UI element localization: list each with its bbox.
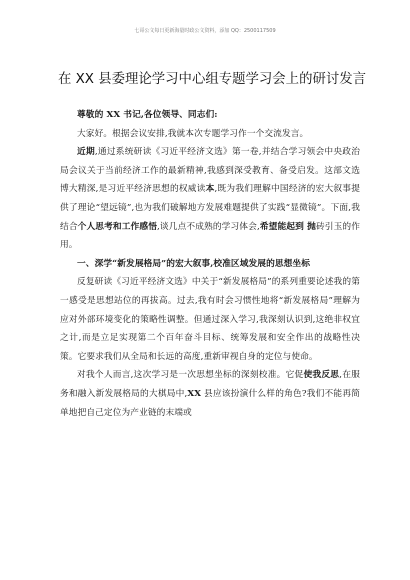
emphasis-text: 希望能起到 抛 [259,221,316,232]
paragraph-text: ,通过系统研读《习近平经济文选》第一卷,并结合学习领会中央政治局会议关于当前经济工作的最新精神,我感到深受教育、备受启发。这部文选博大精深,是习近平经济思想的权威读 [60,147,361,195]
emphasis-text: XX [187,388,202,399]
paragraph-text: ,谈几点不成熟的学习体会, [157,221,260,232]
paragraph-intro [60,143,360,255]
paragraph-section-1: 反复研读《习近平经济文选》中关于“新发展格局”的系列重要论述我的第一感受是思想站位的再拔高。过去,我有时会习惯性地将“新发展格局”理解为应对外部环境变化的策略性调整。但通过深入学习,我深刻认识到,这绝非权宜之计,而是立足实现第二个百年奋斗目标、统筹发展和安全作出的战略性决策。它要求我们从全局和长远的高度,重新审视自身的定位与使命。 [60,277,360,362]
salutation: 尊敬的 XX 书记,各位领导、同志们: [77,110,218,120]
section-heading: 一、深学“新发展格局”的宏大叙事,校准区域发展的思想坐标 [77,258,311,269]
paragraph-reflection [60,366,360,422]
paragraph-opening: 大家好。根据会议安排,我就本次专题学习作一个交流发言。 [77,128,309,139]
paragraph-text: ,既为我们理解中国经济的宏大叙事提供了理论“望远镜”,也为我们破解地方发展难题提供了实践“显微镜”。下面,我结合 [60,184,360,232]
emphasis-text: 个人思考和工作感悟 [77,221,158,232]
document-body [60,106,360,422]
paragraph-text: 对我个人而言,这次学习是一次思想坐标的深刻校准。它促 [77,370,304,381]
paragraph-text: ,在服务和融入新发展格局的大棋局中, [60,370,360,399]
header-watermark: 七哥公文每日更新海量时政公文资料，添加 QQ：2500117509 [134,28,276,34]
emphasis-text: 本 [205,184,215,195]
emphasis-text: 使我反思 [303,370,340,381]
emphasis-text: 近期 [77,147,95,158]
paragraph-text: 县应该扮演什么样的角色?我们不能再简单地把自己定位为产业链的末端或 [60,388,361,418]
document-title: 在 XX 县委理论学习中心组专题学习会上的研讨发言 [57,72,367,87]
paragraph-text: 砖引玉的作用。 [60,221,361,251]
